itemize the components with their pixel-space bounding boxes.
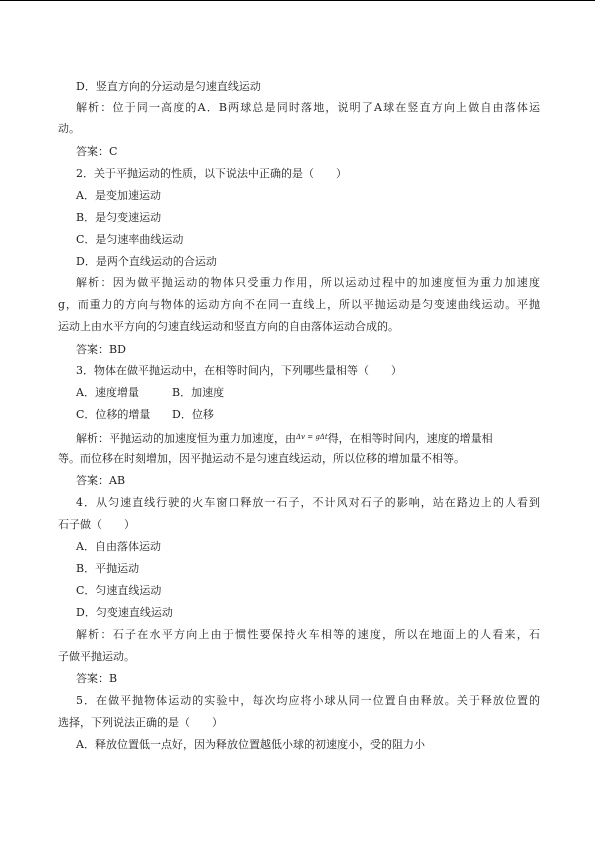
- option-b: B．平抛运动: [76, 562, 140, 575]
- options-cd-row: [76, 408, 214, 422]
- analysis-text: 解析：平抛运动的加速度恒为重力加速度，由: [76, 432, 296, 445]
- analysis-line: [76, 430, 493, 446]
- answer-line: 答案：C: [76, 145, 118, 158]
- analysis-line: 运动上由水平方向的匀速直线运动和竖直方向的自由落体运动合成的。: [58, 320, 399, 333]
- analysis-line: 解析：石子在水平方向上由于惯性要保持火车相等的速度，所以在地面上的人看来，石: [76, 628, 540, 641]
- option-a: A．自由落体运动: [76, 540, 161, 553]
- analysis-line: 解析：位于同一高度的A．B两球总是同时落地，说明了A球在竖直方向上做自由落体运: [76, 101, 540, 114]
- analysis-line: 解析：因为做平抛运动的物体只受重力作用，所以运动过程中的加速度恒为重力加速度: [76, 276, 540, 289]
- option-b: B．加速度: [172, 386, 225, 399]
- answer-line: 答案：BD: [76, 343, 126, 356]
- option-a: A．速度增量: [76, 386, 139, 399]
- option-d-line: D．竖直方向的分运动是匀速直线运动: [76, 80, 261, 93]
- question-5-cont: 选择，下列说法正确的是（ ）: [58, 716, 223, 729]
- option-c: C．位移的增量: [76, 408, 151, 421]
- question-4: 4．从匀速直线行驶的火车窗口释放一石子，不计风对石子的影响，站在路边上的人看到: [76, 496, 540, 509]
- option-a: A．释放位置低一点好，因为释放位置越低小球的初速度小，受的阻力小: [76, 738, 425, 751]
- analysis-line: g，而重力的方向与物体的运动方向不在同一直线上，所以平抛运动是匀变速曲线运动。平抛: [58, 298, 540, 311]
- formula: Δv = gΔt: [296, 433, 328, 441]
- options-ab-row: [76, 386, 224, 400]
- option-c: C．匀速直线运动: [76, 584, 162, 597]
- question-5: 5．在做平抛物体运动的实验中，每次均应将小球从同一位置自由释放。关于释放位置的: [76, 694, 540, 707]
- analysis-text: 得，在相等时间内，速度的增量相: [327, 432, 493, 445]
- analysis-line: 动。: [58, 122, 80, 135]
- option-d: D．位移: [172, 408, 214, 421]
- answer-line: 答案：AB: [76, 474, 126, 487]
- question-2: 2．关于平抛运动的性质，以下说法中正确的是（ ）: [76, 167, 347, 180]
- option-d: D．匀变速直线运动: [76, 606, 173, 619]
- option-c: C．是匀速率曲线运动: [76, 233, 184, 246]
- question-3: 3．物体在做平抛运动中，在相等时间内，下列哪些量相等（ ）: [76, 364, 402, 377]
- answer-line: 答案：B: [76, 672, 118, 685]
- option-b: B．是匀变速运动: [76, 211, 162, 224]
- option-a: A．是变加速运动: [76, 189, 161, 202]
- header-rule: [0, 0, 595, 1]
- analysis-line: 子做平抛运动。: [58, 650, 135, 663]
- option-d: D．是两个直线运动的合运动: [76, 255, 217, 268]
- question-4-cont: 石子做（ ）: [58, 518, 135, 531]
- analysis-line: 等。而位移在时刻增加，因平抛运动不是匀速直线运动，所以位移的增加量不相等。: [58, 452, 465, 465]
